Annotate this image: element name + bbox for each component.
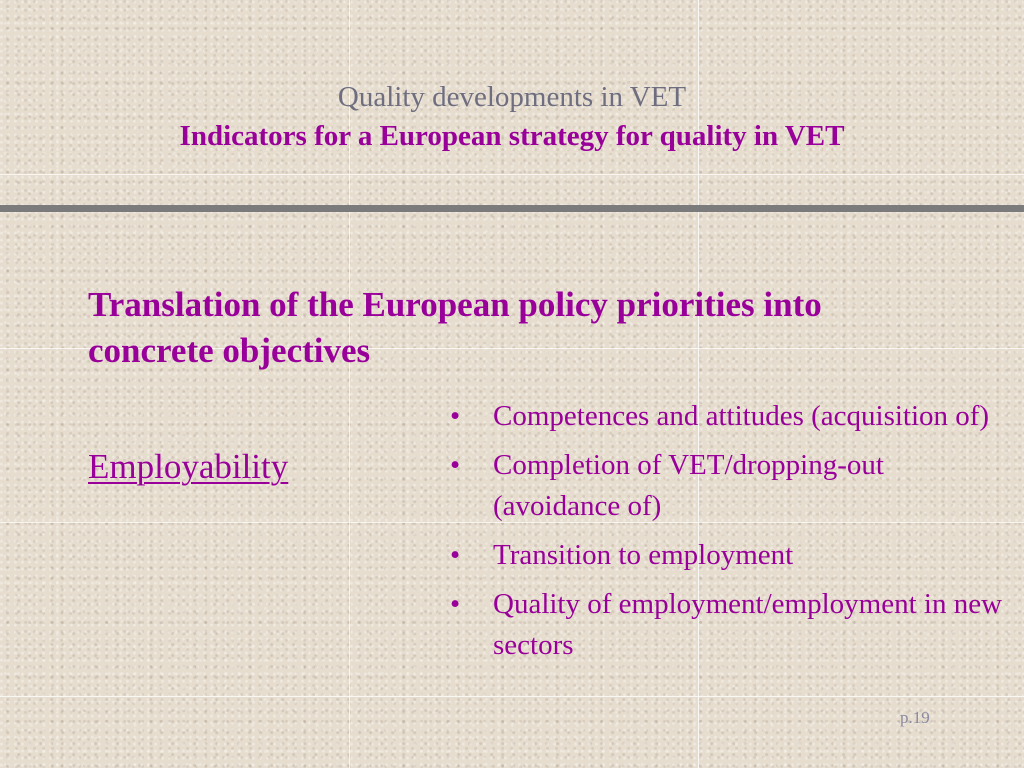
list-item-text: Competences and attitudes (acquisition of): [493, 400, 990, 432]
section-heading: Translation of the European policy priorities into concrete objectives: [88, 285, 822, 370]
background-tile-line: [0, 174, 1024, 175]
list-item-text: Transition to employment: [493, 539, 794, 571]
slide-title: Indicators for a European strategy for quality in VET: [179, 120, 845, 152]
list-item: [450, 445, 1010, 527]
list-item: [450, 396, 1010, 437]
list-item-text: Quality of employment/employment in new sectors: [493, 588, 1003, 661]
objectives-list: [450, 396, 1010, 674]
slide-subtitle: Quality developments in VET: [337, 81, 687, 113]
list-item: [450, 584, 1010, 666]
bullet-icon: •: [450, 400, 461, 432]
bullet-icon: •: [450, 449, 461, 481]
employability-link[interactable]: Employability: [88, 447, 289, 486]
header-divider: [0, 205, 1024, 212]
list-item-text: Completion of VET/dropping-out (avoidance of): [493, 449, 884, 522]
bullet-icon: •: [450, 539, 461, 571]
background-tile-line: [0, 696, 1024, 697]
list-item: [450, 535, 1010, 576]
page-number: p.19: [900, 708, 930, 727]
bullet-icon: •: [450, 588, 461, 620]
slide-header: [0, 78, 1024, 156]
